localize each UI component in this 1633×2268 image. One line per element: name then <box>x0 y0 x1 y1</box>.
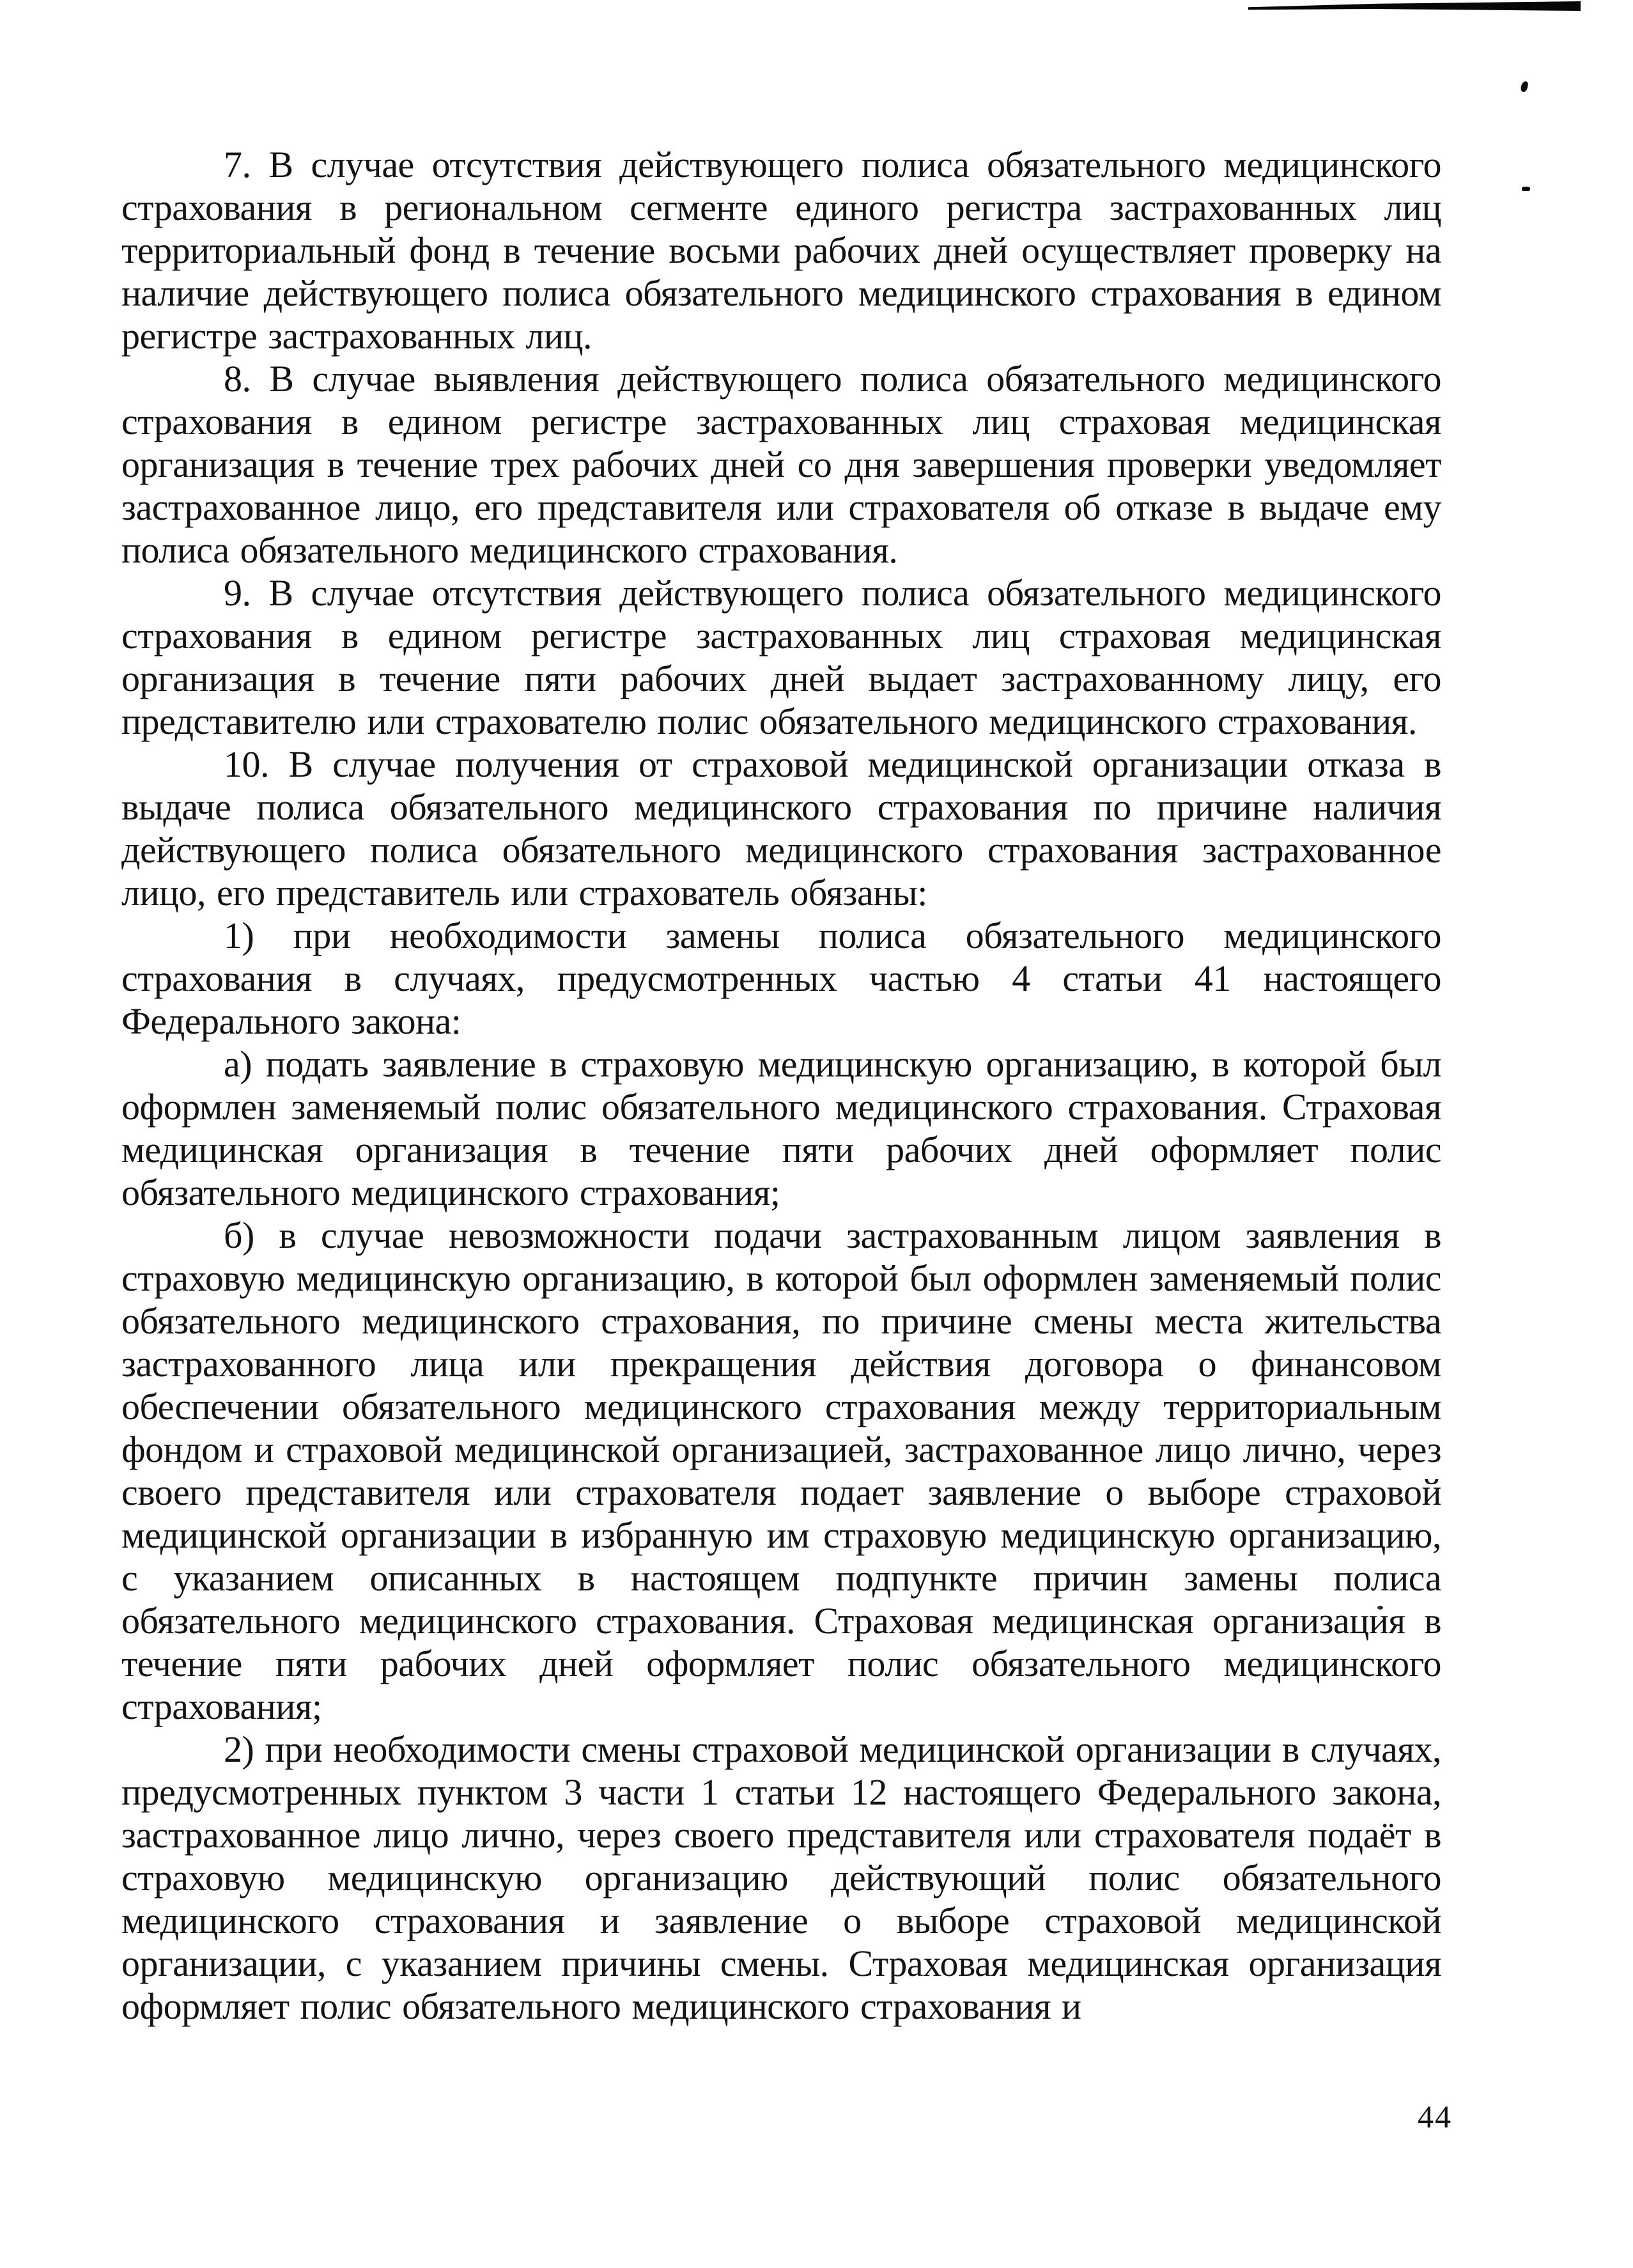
paragraph-item-8: 8. В случае выявления действующего полиса обязательного медицинского страхования в едином регистре застрахованных лиц страховая медицинская организация в течение трех рабочих дней со дня завершения проверки уведомляет застрахованное лицо, его представителя или страхователя об отказе в выдаче ему полиса обязательного медицинского страхования. <box>121 358 1441 571</box>
paragraph-subitem-a: а) подать заявление в страховую медицинскую организацию, в которой был оформлен заменяемый полис обязательного медицинского страхования. Страховая медицинская организация в течение пяти рабочих дней оформляет полис обязательного медицинского страхования; <box>121 1043 1441 1213</box>
scan-speck-top <box>1520 81 1529 93</box>
scan-artifact-line <box>1248 1 1581 11</box>
paragraph-subitem-b: б) в случае невозможности подачи застрахованным лицом заявления в страховую медицинскую организацию, в которой был оформлен заменяемый полис обязательного медицинского страхования, по причине смены места жительства застрахованного лица или прекращения действия договора о финансовом обеспечении обязательного медицинского страхования между территориальным фондом и страховой медицинской организацией, застрахованное лицо лично, через своего представителя или страхователя подает заявление о выборе страховой медицинской организации в избранную им страховую медицинскую организацию, с указанием описанных в настоящем подпункте причин замены полиса обязательного медицинского страхования. Страховая медицинская организация в течение пяти рабочих дней оформляет полис обязательного медицинского страхования; <box>121 1215 1441 1727</box>
paragraph-subitem-1: 1) при необходимости замены полиса обязательного медицинского страхования в случаях, предусмотренных частью 4 статьи 41 настоящего Федерального закона: <box>121 915 1441 1042</box>
page-number: 44 <box>1418 2099 1452 2134</box>
scan-speck-middle <box>1522 187 1530 191</box>
paragraph-item-10: 10. В случае получения от страховой медицинской организации отказа в выдаче полиса обязательного медицинского страхования по причине наличия действующего полиса обязательного медицинского страхования застрахованное лицо, его представитель или страхователь обязаны: <box>121 743 1441 913</box>
paragraph-item-9: 9. В случае отсутствия действующего полиса обязательного медицинского страхования в едином регистре застрахованных лиц страховая медицинская организация в течение пяти рабочих дней выдает застрахованному лицу, его представителю или страхователю полис обязательного медицинского страхования. <box>121 572 1441 742</box>
paragraph-item-7: 7. В случае отсутствия действующего полиса обязательного медицинского страхования в региональном сегменте единого регистра застрахованных лиц территориальный фонд в течение восьми рабочих дней осуществляет проверку на наличие действующего полиса обязательного медицинского страхования в едином регистре застрахованных лиц. <box>121 144 1441 357</box>
document-body <box>121 143 1441 2028</box>
paragraph-subitem-2: 2) при необходимости смены страховой медицинской организации в случаях, предусмотренных пунктом 3 части 1 статьи 12 настоящего Федерального закона, застрахованное лицо лично, через своего представителя или страхователя подаёт в страховую медицинскую организацию действующий полис обязательного медицинского страхования и заявление о выборе страховой медицинской организации, с указанием причины смены. Страховая медицинская организация оформляет полис обязательного медицинского страхования и <box>121 1728 1441 2027</box>
